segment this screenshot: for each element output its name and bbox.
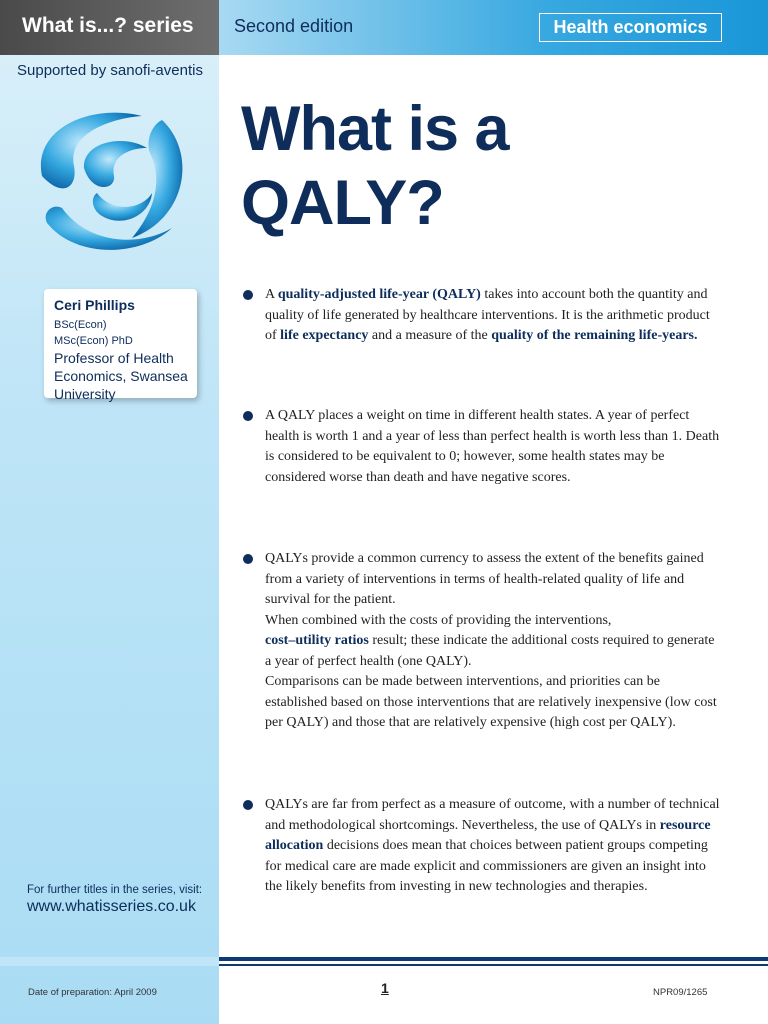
- document-code: NPR09/1265: [653, 987, 708, 998]
- preparation-date: Date of preparation: April 2009: [28, 987, 157, 998]
- key-term: quality of the remaining life-years.: [491, 328, 698, 343]
- bullet-dot-icon: [243, 411, 253, 421]
- key-term: quality-adjusted life-year (QALY): [277, 287, 481, 302]
- swirl-logo-icon: [22, 98, 202, 263]
- page-title-line2: QALY?: [241, 168, 444, 238]
- page-title-line1: What is a: [241, 94, 509, 164]
- bullet-point-2: A QALY places a weight on time in different health states. A year of perfect health is worth 1 and a year of less than perfect health is worth less than 1. Death is considered to be equivalent to 0; however, some health states may be considered worse than death and have negative scores.: [243, 406, 723, 488]
- bullet-point-4: QALYs are far from perfect as a measure of outcome, with a number of technical and methodological shortcomings. Nevertheless, the use of QALYs in resource allocation decisions does mean that choices between patient groups competing for medical care are made explicit and commissioners are given an insight into the likely benefits from investing in new technologies and therapies.: [243, 795, 723, 898]
- bullet-dot-icon: [243, 800, 253, 810]
- footer-divider: [219, 957, 768, 961]
- further-titles-text: For further titles in the series, visit:: [27, 884, 203, 896]
- bullet-dot-icon: [243, 554, 253, 564]
- key-term: life expectancy: [280, 328, 369, 343]
- footer-divider-thin: [219, 964, 768, 966]
- topic-label: Health economics: [539, 13, 722, 42]
- edition-label: Second edition: [234, 16, 354, 36]
- author-name: Ceri Phillips: [54, 297, 135, 313]
- author-qualifications: BSc(Econ): [54, 319, 107, 331]
- bullet-dot-icon: [243, 290, 253, 300]
- key-term: resource allocation: [265, 817, 711, 853]
- page-title: [241, 92, 509, 240]
- author-qualifications-2: MSc(Econ) PhD: [54, 335, 133, 347]
- sponsor-line: Supported by sanofi-aventis: [17, 62, 203, 79]
- bullet-point-1: A quality-adjusted life-year (QALY) takes into account both the quantity and quality of life generated by healthcare interventions. It is the arithmetic product of life expectancy and a measure of the quality of the remaining life-years.: [243, 285, 723, 347]
- author-card: [44, 289, 197, 402]
- footer-divider-left: [0, 957, 219, 966]
- website-link[interactable]: www.whatisseries.co.uk: [27, 898, 196, 915]
- page-number: 1: [381, 980, 389, 996]
- series-title: What is...? series: [22, 14, 194, 37]
- author-role: Professor of Health Economics, Swansea University: [54, 350, 188, 402]
- key-term: cost–utility ratios: [265, 633, 369, 648]
- bullet-point-3: QALYs provide a common currency to assess the extent of the benefits gained from a variety of interventions in terms of health-related quality of life and survival for the patient. When combined with the costs of providing the interventions, cost–utility ratios result; these indicate the additional costs required to generate a year of perfect health (one QALY). Comparisons can be made between interventions, and priorities can be established based on those interventions that are relatively inexpensive (low cost per QALY) and those that are relatively expensive (high cost per QALY).: [243, 549, 723, 734]
